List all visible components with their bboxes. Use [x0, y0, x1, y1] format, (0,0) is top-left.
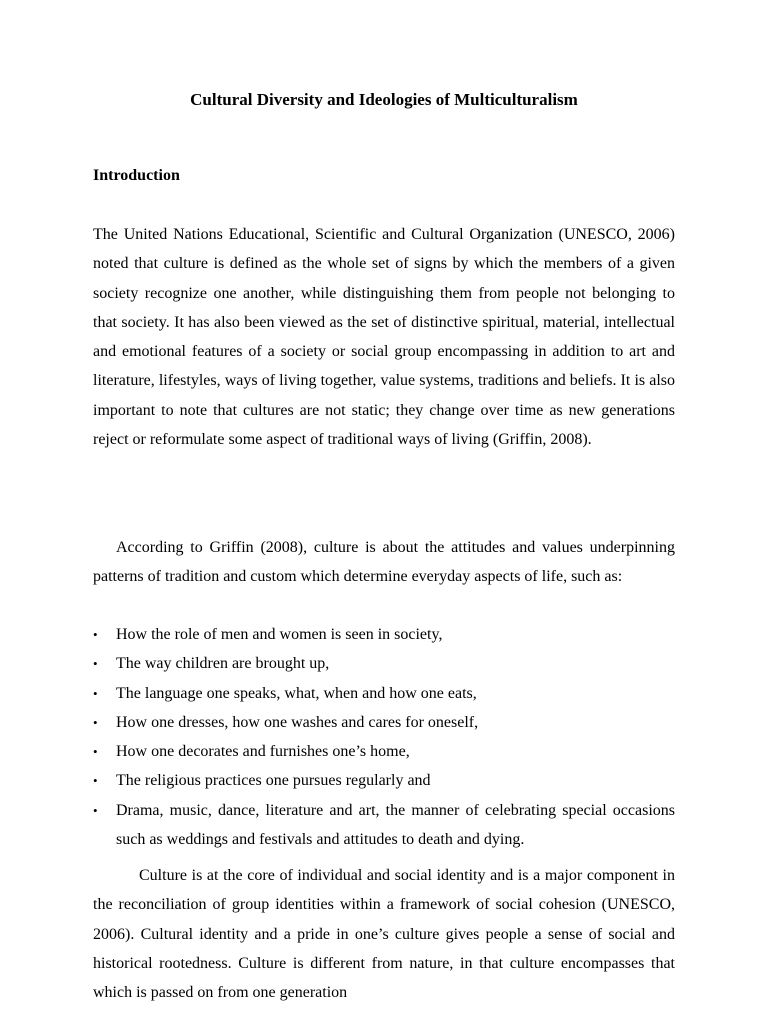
- bullet-icon: •: [93, 773, 98, 789]
- bullet-icon: •: [93, 656, 98, 672]
- list-item-text: How one dresses, how one washes and cares for oneself,: [116, 713, 479, 731]
- bullet-icon: •: [93, 802, 98, 818]
- bullet-icon: •: [93, 685, 98, 701]
- paragraph-2: According to Griffin (2008), culture is about the attitudes and values underpinning patterns of tradition and custom which determine everyday aspects of life, such as:: [93, 539, 675, 586]
- section-heading: Introduction: [93, 167, 180, 184]
- list-item: [93, 620, 675, 649]
- paragraph-3: Culture is at the core of individual and social identity and is a major component in the reconciliation of group identities within a framework of social cohesion (UNESCO, 2006). Cultural identity and a pride in one’s culture gives people a sense of social and historical rootedness. Culture is different from nature, in that culture encompasses that which is passed on from one generation: [93, 867, 675, 1002]
- list-item-text: The language one speaks, what, when and how one eats,: [116, 684, 477, 702]
- list-item-text: The way children are brought up,: [116, 655, 330, 673]
- bullet-list: [93, 620, 675, 854]
- bullet-icon: •: [93, 714, 98, 730]
- document-title: Cultural Diversity and Ideologies of Multiculturalism: [190, 90, 578, 109]
- list-item-text: How one decorates and furnishes one’s home,: [116, 743, 410, 761]
- paragraph-1: The United Nations Educational, Scientific and Cultural Organization (UNESCO, 2006) noted that culture is defined as the whole set of signs by which the members of a given society recognize one another, while distinguishing them from people not belonging to that society. It has also been viewed as the set of distinctive spiritual, material, intellectual and emotional features of a society or social group encompassing in addition to art and literature, lifestyles, ways of living together, value systems, traditions and beliefs. It is also important to note that cultures are not static; they change over time as new generations reject or reformulate some aspect of traditional ways of living (Griffin, 2008).: [93, 226, 675, 449]
- list-item: [93, 796, 675, 855]
- list-item-text: Drama, music, dance, literature and art, the manner of celebrating special occasions such as weddings and festivals and attitudes to death and dying.: [116, 801, 675, 849]
- list-item: [93, 766, 675, 795]
- list-item: [93, 708, 675, 737]
- bullet-icon: •: [93, 627, 98, 642]
- list-item: [93, 649, 675, 678]
- list-item-text: The religious practices one pursues regularly and: [116, 772, 431, 790]
- bullet-icon: •: [93, 744, 98, 760]
- list-item: [93, 737, 675, 766]
- list-item: [93, 679, 675, 708]
- list-item-text: How the role of men and women is seen in society,: [116, 626, 443, 643]
